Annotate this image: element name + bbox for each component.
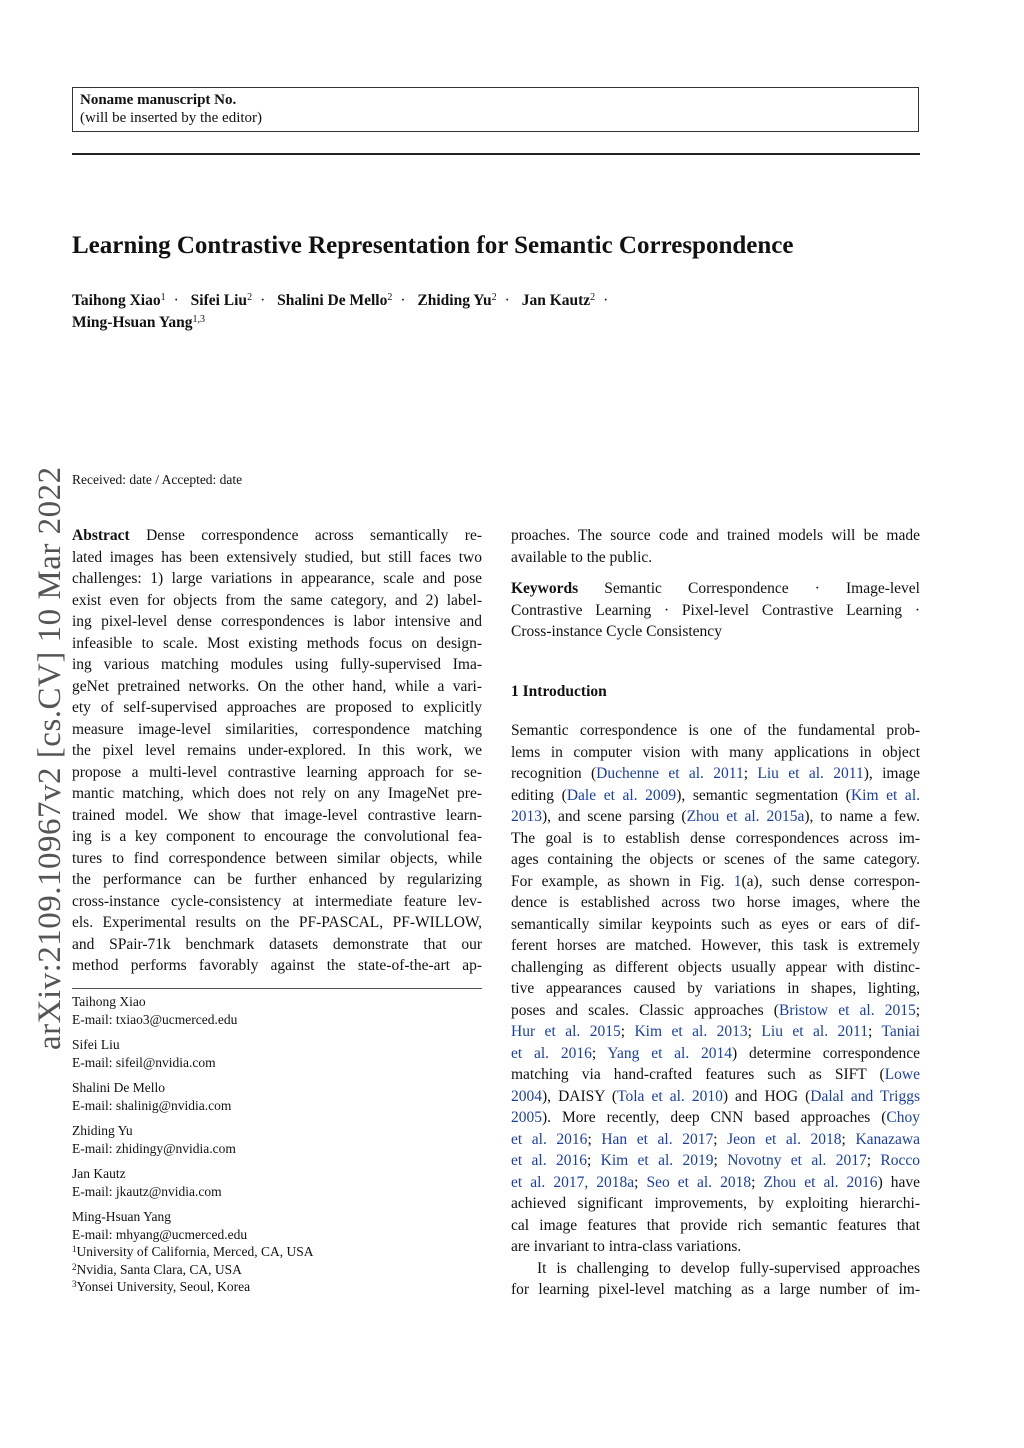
abstract-line: measure image-level similarities, correspondence matching	[72, 720, 482, 738]
left-column	[72, 525, 482, 977]
abstract-line: available to the public.	[511, 548, 653, 566]
author-list: Taihong Xiao$^1$ · Sifei Liu$^2$ · Shalini De Mello$^2$ · Zhiding $Yu^2$ · Jan Kautz$^2$ · Ming-Hsuan Yang$^{1,3}$	[72, 292, 609, 331]
right-column	[511, 525, 920, 1301]
intro-line: tive appearances caused by variations in shapes, lighting,	[511, 980, 920, 997]
citation-link[interactable]: 2013	[511, 808, 542, 825]
keywords-label: Keywords	[511, 580, 579, 597]
citation-link[interactable]: Choy	[886, 1109, 920, 1126]
abstract-line: the pixel level remains under-explored. In this work, we	[72, 742, 482, 759]
affiliation: $^1$University of California, Merced, CA, USA	[72, 1244, 314, 1259]
intro-line: are invariant to intra-class variations.	[511, 1238, 742, 1255]
keywords	[511, 578, 920, 643]
author-name: Ming-Hsuan Yang	[72, 314, 193, 331]
footnote-email: E-mail: shalinig@nvidia.com	[72, 1097, 232, 1113]
abstract-line: trained model. We show that image-level contrastive learn-	[72, 806, 482, 824]
intro-line: achieved significant improvements, by exploiting hierarchi-	[511, 1195, 920, 1212]
abstract-line: proaches. The source code and trained models will be made	[511, 527, 920, 544]
author-affiliation: 2	[387, 292, 393, 303]
footnote-email: E-mail: txiao3@ucmerced.edu	[72, 1011, 238, 1027]
citation-link[interactable]: Han et al. 2017	[601, 1130, 714, 1148]
footnote-name: Ming-Hsuan Yang	[72, 1209, 172, 1224]
intro-line: challenging as different objects usually appear with distinc-	[511, 958, 920, 976]
citation-link[interactable]: Kanazawa	[855, 1130, 920, 1148]
keywords-line: Contrastive Learning · Pixel-level Contrastive Learning ·	[511, 601, 920, 619]
abstract-line: ing pixel-level dense correspondences is labor intensive and	[72, 613, 482, 630]
abstract-line: method performs favorably against the state-of-the-art ap-	[72, 957, 482, 974]
author-name: Sifei Liu	[190, 292, 248, 309]
affiliation: $^3$Yonsei University, Seoul, Korea	[72, 1279, 251, 1294]
author-name: Jan Kautz	[521, 292, 591, 309]
citation-link[interactable]: Bristow et al. 2015	[778, 1001, 916, 1019]
footnote-author	[72, 1165, 482, 1200]
abstract-line: propose a multi-level contrastive learning approach for se-	[72, 763, 482, 781]
intro-line: editing (Dale et al. 2009), semantic segmentation (Kim et al.	[511, 786, 920, 804]
abstract-line: and SPair-71k benchmark datasets demonstrate that our	[72, 935, 482, 953]
intro-line: 2013), and scene parsing (Zhou et al. 2015a), to name a few.	[511, 808, 920, 825]
intro-line: et al. 2016; Kim et al. 2019; Novotny et al. 2017; Rocco	[511, 1152, 920, 1169]
top-rule	[72, 153, 920, 155]
footnote-name: Sifei Liu	[72, 1037, 120, 1052]
intro-line: 2005). More recently, deep CNN based approaches (Choy	[511, 1109, 920, 1126]
citation-link[interactable]: Dale et al. 2009	[566, 786, 677, 804]
footnote-author	[72, 1122, 482, 1157]
intro-line: lems in computer vision with many applications in object	[511, 743, 920, 761]
citation-link[interactable]: Zhou et al. 2016	[763, 1173, 878, 1191]
citation-link[interactable]: Tola et al. 2010	[617, 1087, 723, 1105]
keywords-line: Cross-instance Cycle Consistency	[511, 623, 722, 640]
citation-link[interactable]: Jeon et al. 2018	[727, 1130, 842, 1148]
abstract-line: tures to find correspondence between similar objects, while	[72, 849, 482, 867]
author-name: Zhiding Yu	[417, 292, 492, 309]
intro-line: for learning pixel-level matching as a large number of im-	[511, 1281, 920, 1298]
abstract-line: infeasible to scale. Most existing methods focus on design-	[72, 634, 482, 652]
editor-note: (will be inserted by the editor)	[80, 110, 263, 126]
citation-link[interactable]: Taniai	[881, 1023, 920, 1040]
abstract-line: els. Experimental results on the PF-PASCAL, PF-WILLOW,	[72, 914, 482, 931]
citation-link[interactable]: Duchenne et al. 2011	[596, 765, 744, 782]
footnote-rule	[72, 988, 482, 989]
footnote-email: E-mail: jkautz@nvidia.com	[72, 1183, 222, 1199]
citation-link[interactable]: Kim et al. 2019	[600, 1152, 714, 1169]
affiliation: $^2$Nvidia, Santa Clara, CA, USA	[72, 1261, 242, 1277]
intro-line: For example, as shown in Fig. 1(a), such dense correspon-	[511, 872, 920, 890]
footnote-author	[72, 1036, 482, 1071]
footnote-author	[72, 1079, 482, 1114]
author-name: Taihong Xiao	[72, 292, 161, 309]
abstract-line: exist even for objects from the same category, and 2) label-	[72, 591, 482, 609]
editor-note-box	[72, 87, 919, 132]
intro-line: et al. 2017, 2018a; Seo et al. 2018; Zhou et al. 2016) have	[511, 1173, 920, 1191]
citation-link[interactable]: Rocco	[880, 1152, 920, 1169]
citation-link[interactable]: Novotny et al. 2017	[727, 1152, 867, 1169]
abstract-line: lated images has been extensively studied, but still faces two	[72, 548, 482, 566]
citation-link[interactable]: Liu et al. 2011	[761, 1023, 868, 1040]
citation-link[interactable]: et al. 2017, 2018a	[511, 1173, 635, 1191]
paper-title: Learning Contrastive Representation for Semantic Correspondence	[72, 232, 794, 259]
footnote-name: Shalini De Mello	[72, 1080, 165, 1095]
footnote-name: Jan Kautz	[72, 1166, 126, 1181]
citation-link[interactable]: Dalal and Triggs	[810, 1087, 920, 1105]
citation-link[interactable]: Kim et al.	[850, 786, 920, 804]
abstract-line: cross-instance cycle-consistency at intermediate feature lev-	[72, 892, 482, 910]
intro-line: Semantic correspondence is one of the fundamental prob-	[511, 722, 920, 739]
intro-line: It is challenging to develop fully-supervised approaches	[537, 1259, 920, 1277]
intro-line: 2004), DAISY (Tola et al. 2010) and HOG (Dalal and Triggs	[511, 1087, 920, 1105]
intro-paragraph-1	[511, 720, 920, 1258]
manuscript-number: Noname manuscript No.	[80, 92, 237, 108]
citation-link[interactable]: Hur et al. 2015	[511, 1023, 621, 1040]
citation-link[interactable]: 2005	[511, 1109, 542, 1126]
abstract-line: Abstract Dense correspondence across semantically re-	[72, 527, 482, 544]
intro-line: Hur et al. 2015; Kim et al. 2013; Liu et al. 2011; Taniai	[511, 1023, 920, 1040]
abstract-line: geNet pretrained networks. On the other hand, while a vari-	[72, 677, 482, 695]
citation-link[interactable]: Seo et al. 2018	[646, 1173, 752, 1191]
footnote-author	[72, 1208, 482, 1243]
citation-link[interactable]: Liu et al. 2011	[757, 765, 864, 782]
abstract-label: Abstract	[72, 527, 130, 544]
abstract-line: mantic matching, which does not rely on any ImageNet pre-	[72, 785, 482, 802]
intro-line: cal image features that provide rich semantic features that	[511, 1216, 920, 1234]
citation-link[interactable]: et al. 2016	[511, 1130, 588, 1148]
citation-link[interactable]: Lowe	[884, 1066, 920, 1083]
intro-line: recognition (Duchenne et al. 2011; Liu et al. 2011), image	[511, 765, 920, 782]
author-affiliation: 1,3	[192, 314, 205, 325]
abstract	[72, 525, 482, 977]
abstract-line: the performance can be further enhanced by regularizing	[72, 871, 482, 888]
intro-line: The goal is to establish dense correspondences across im-	[511, 829, 920, 847]
received-date: Received: date / Accepted: date	[72, 472, 243, 487]
author-name: Shalini De Mello	[277, 292, 388, 309]
abstract-line: challenges: 1) large variations in appearance, scale and pose	[72, 570, 482, 587]
footnote-name: Taihong Xiao	[72, 994, 146, 1009]
footnote-author	[72, 993, 482, 1028]
author-affiliation: 2	[491, 292, 497, 303]
intro-line: ages containing the objects or scenes of the same category.	[511, 851, 920, 868]
intro-line: semantically similar keypoints such as eyes or ears of dif-	[511, 915, 920, 933]
abstract-line: ety of self-supervised approaches are proposed to explicitly	[72, 699, 482, 716]
intro-paragraph-2	[511, 1258, 920, 1301]
footnote-email: E-mail: mhyang@ucmerced.edu	[72, 1226, 248, 1242]
citation-link[interactable]: et al. 2016	[511, 1152, 587, 1169]
footnote-email: E-mail: zhidingy@nvidia.com	[72, 1140, 236, 1156]
intro-line: matching via hand-crafted features such as SIFT (Lowe	[511, 1066, 920, 1083]
intro-line: poses and scales. Classic approaches (Bristow et al. 2015;	[511, 1001, 920, 1019]
section-heading: 1 Introduction	[511, 682, 607, 700]
citation-link[interactable]: 2004	[511, 1087, 542, 1105]
footnote-name: Zhiding Yu	[72, 1123, 133, 1138]
citation-link[interactable]: 1	[733, 872, 742, 890]
citation-link[interactable]: Yang et al. 2014	[607, 1044, 733, 1062]
citation-link[interactable]: Zhou et al. 2015a	[686, 808, 805, 825]
citation-link[interactable]: Kim et al. 2013	[634, 1023, 748, 1040]
author-affiliation: 1	[160, 292, 166, 303]
footnote-email: E-mail: sifeil@nvidia.com	[72, 1054, 216, 1070]
abstract-line: ing various matching modules using fully-supervised Ima-	[72, 656, 482, 673]
author-footnotes	[72, 993, 482, 1296]
keywords-line: Keywords Semantic Correspondence · Image-level	[511, 580, 920, 597]
author-affiliation: 2	[247, 292, 253, 303]
abstract-continued	[511, 525, 920, 568]
citation-link[interactable]: et al. 2016	[511, 1044, 592, 1062]
intro-line: dence is established across two horse images, where the	[511, 894, 920, 911]
arxiv-identifier: arXiv:2109.10967v2 [cs.CV] 10 Mar 2022	[32, 466, 68, 1050]
author-affiliation: 2	[590, 292, 596, 303]
abstract-line: ing is a key component to encourage the convolutional fea-	[72, 828, 482, 845]
intro-line: ferent horses are matched. However, this task is extremely	[511, 937, 920, 954]
intro-line: et al. 2016; Han et al. 2017; Jeon et al. 2018; Kanazawa	[511, 1130, 920, 1148]
intro-line: et al. 2016; Yang et al. 2014) determine correspondence	[511, 1044, 920, 1062]
